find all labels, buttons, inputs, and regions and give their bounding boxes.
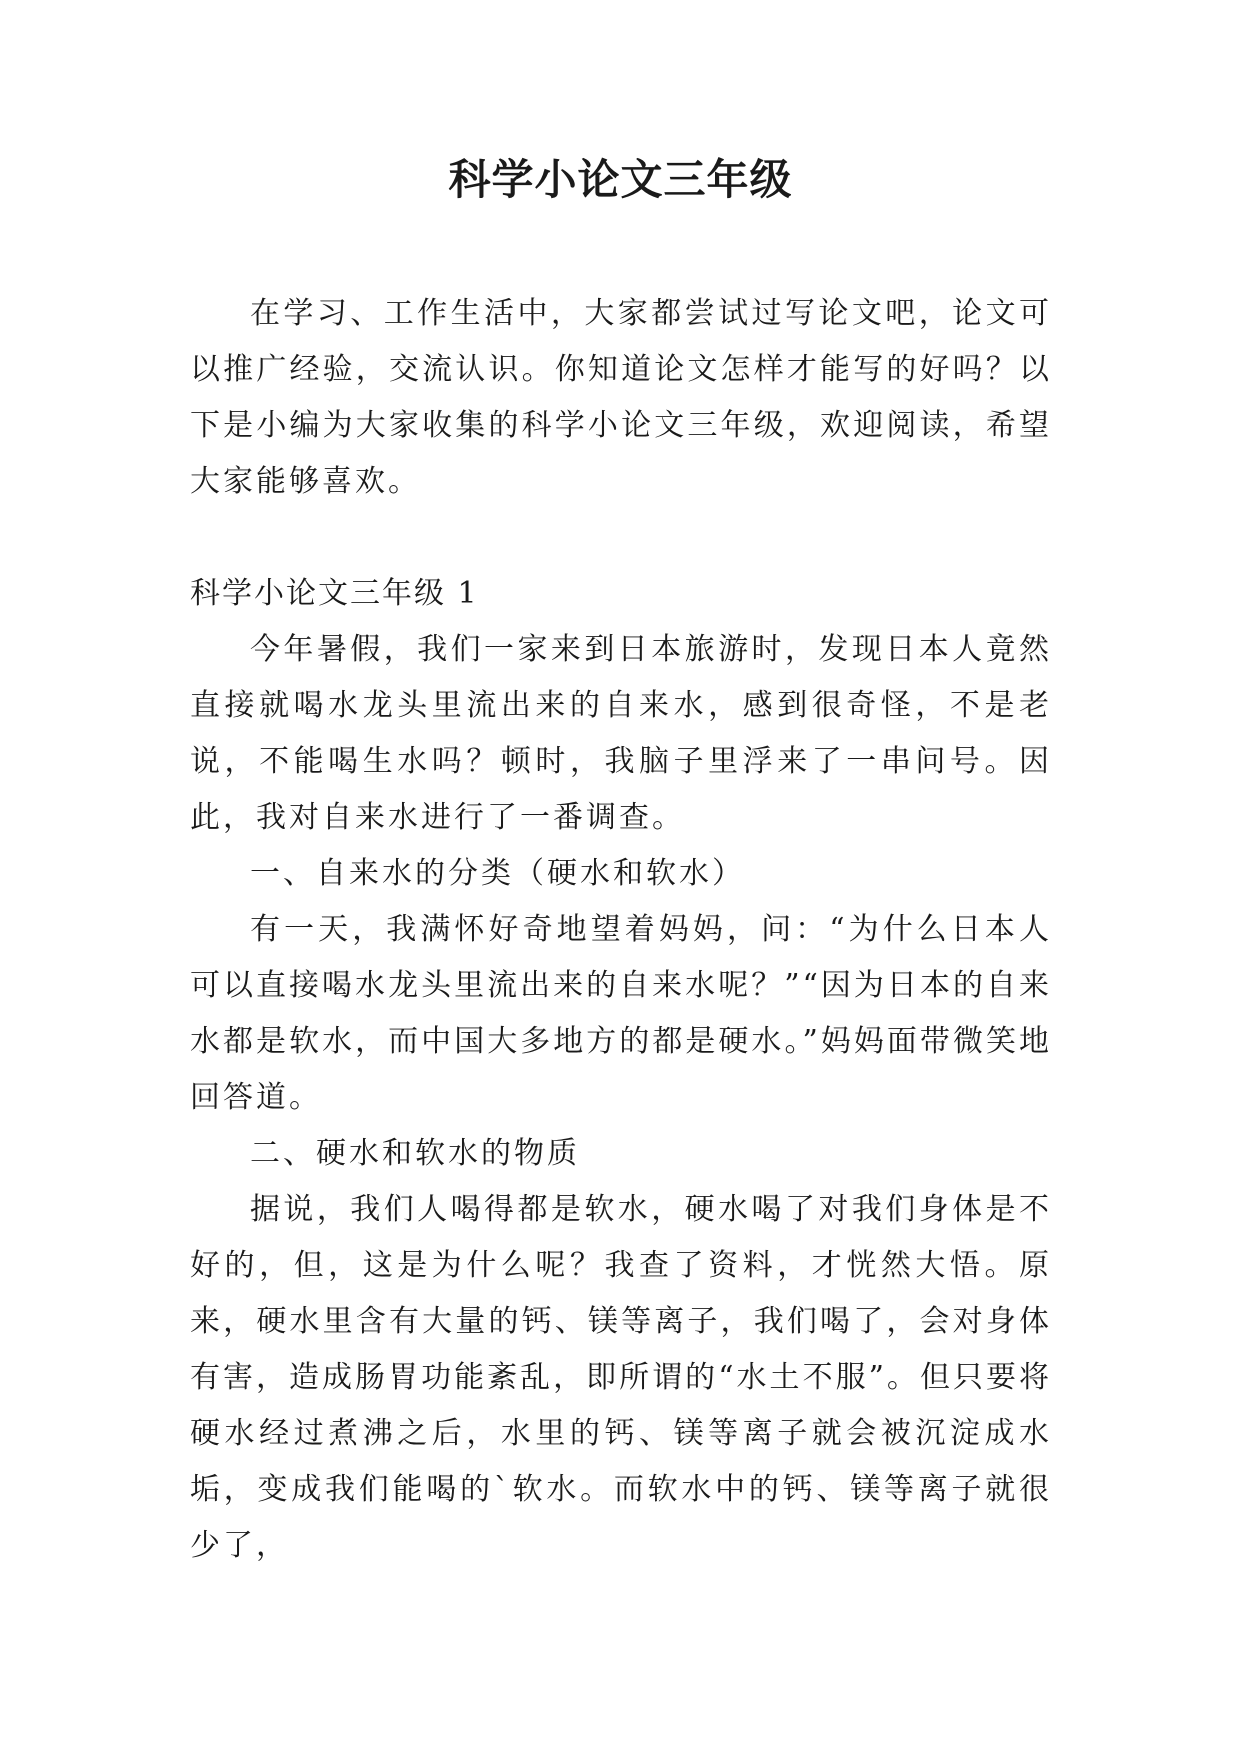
section-heading: 科学小论文三年级 1 [190, 576, 479, 611]
intro-paragraph: 在学习、工作生活中，大家都尝试过写论文吧，论文可以推广经验，交流认识。你知道论文怎样才能写的好吗？以下是小编为大家收集的科学小论文三年级，欢迎阅读，希望大家能够喜欢。 [190, 296, 1052, 499]
body-paragraph: 今年暑假，我们一家来到日本旅游时，发现日本人竟然直接就喝水龙头里流出来的自来水，感到很奇怪，不是老说，不能喝生水吗？顿时，我脑子里浮来了一串问号。因此，我对自来水进行了一番调查。 [190, 632, 1052, 835]
body-paragraph: 有一天，我满怀好奇地望着妈妈，问：“为什么日本人可以直接喝水龙头里流出来的自来水呢？”“因为日本的自来水都是软水，而中国大多地方的都是硬水。”妈妈面带微笑地回答道。 [190, 912, 1052, 1115]
subsection-heading: 一、自来水的分类（硬水和软水） [250, 856, 745, 891]
body-paragraph: 据说，我们人喝得都是软水，硬水喝了对我们身体是不好的，但，这是为什么呢？我查了资料，才恍然大悟。原来，硬水里含有大量的钙、镁等离子，我们喝了，会对身体有害，造成肠胃功能紊乱，即所谓的“水土不服”。但只要将硬水经过煮沸之后，水里的钙、镁等离子就会被沉淀成水垢，变成我们能喝的`软水。而软水中的钙、镁等离子就很少了， [190, 1192, 1052, 1563]
document-title: 科学小论文三年级 [448, 155, 793, 204]
document-body [190, 286, 1052, 1574]
subsection-heading: 二、硬水和软水的物质 [250, 1136, 580, 1171]
